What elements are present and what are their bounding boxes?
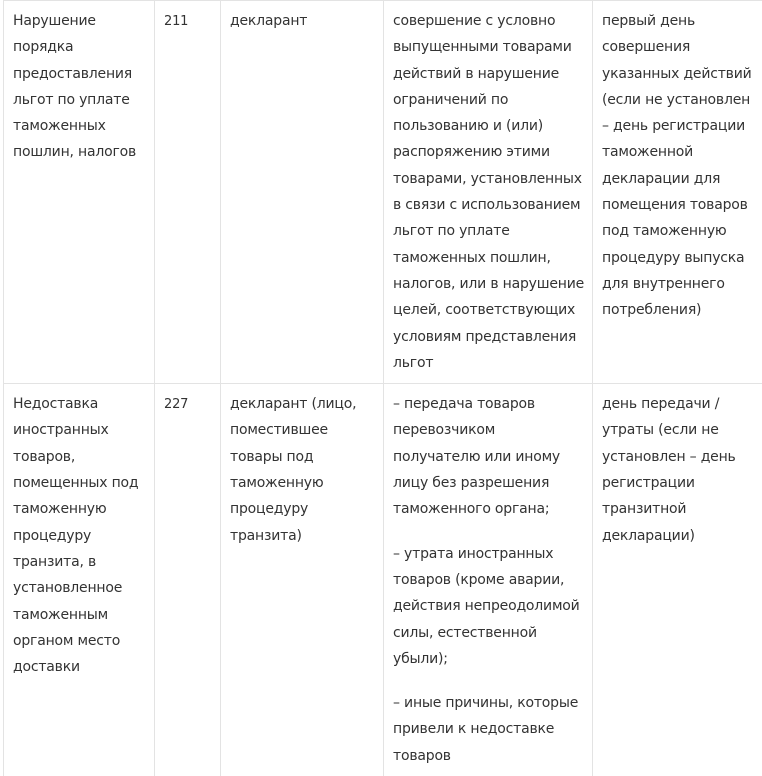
code-text: 211 (164, 14, 188, 29)
payer-cell (221, 384, 384, 776)
payer-text: декларант (лицо, поместившее товары под таможенную процедуру транзита) (230, 396, 356, 543)
circumstance-text: совершение с условно выпущенными товарами действий в нарушение ограничений по пользованию и (или) распоряжению этими товарами, установленных в связи с использованием льгот по уплате таможенных пошлин, налогов, или в нарушение целей, соответствующих условиям представления льгот (393, 13, 584, 371)
circumstance-paragraph: – иные причины, которые привели к недоставке товаров (393, 690, 584, 769)
date-cell (593, 1, 762, 384)
violation-cell (4, 1, 155, 384)
violation-cell (4, 384, 155, 776)
code-cell (155, 384, 221, 776)
date-cell (593, 384, 762, 776)
payer-text: декларант (230, 13, 307, 29)
payer-cell (221, 1, 384, 384)
date-text: день передачи / утраты (если не установлен – день регистрации транзитной декларации) (602, 396, 736, 543)
code-cell (155, 1, 221, 384)
circumstance-cell (384, 384, 593, 776)
circumstance-paragraph: – передача товаров перевозчиком получателю или иному лицу без разрешения таможенного органа; (393, 391, 584, 522)
duties-table (3, 0, 762, 776)
circumstance-paragraph: – утрата иностранных товаров (кроме аварии, действия непреодолимой силы, естественной убыли); (393, 541, 584, 672)
code-text: 227 (164, 397, 188, 412)
circumstance-cell (384, 1, 593, 384)
table-row (4, 1, 762, 384)
date-text: первый день совершения указанных действий (если не установлен – день регистрации таможенной декларации для помещения товаров под таможенную процедуру выпуска для внутреннего потребления) (602, 13, 752, 318)
table-row (4, 384, 762, 776)
violation-text: Недоставка иностранных товаров, помещенных под таможенную процедуру транзита, в установленное таможенным органом место доставки (13, 396, 138, 675)
violation-text: Нарушение порядка предоставления льгот по уплате таможенных пошлин, налогов (13, 13, 136, 160)
